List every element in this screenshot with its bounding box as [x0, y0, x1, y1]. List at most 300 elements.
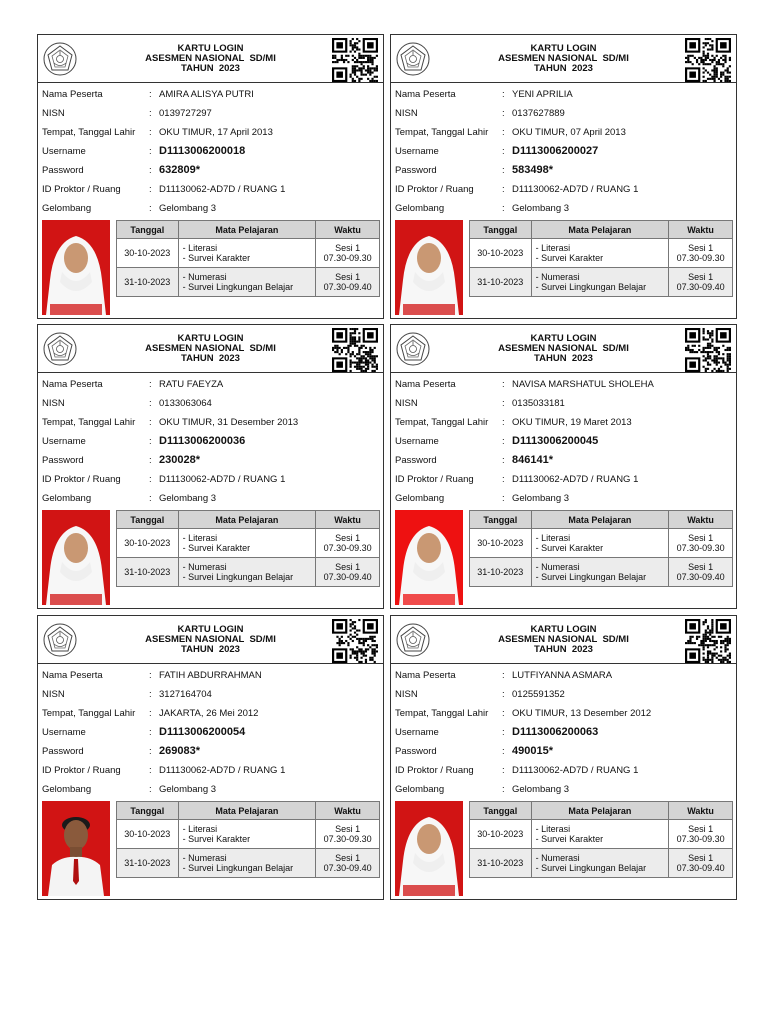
session-label: Sesi 1 [335, 272, 361, 282]
card-title [451, 334, 676, 364]
field-label: Tempat, Tanggal Lahir [395, 127, 489, 138]
schedule-header-row [117, 802, 380, 820]
field-value-password: 230028* [159, 454, 200, 466]
field-value-wave: Gelombang 3 [512, 784, 570, 795]
field-colon: : [149, 493, 152, 504]
qr-code-icon [332, 38, 378, 82]
session-label: Sesi 1 [335, 243, 361, 253]
field-value-nisn: 3127164704 [159, 689, 212, 700]
column-header-subject: Mata Pelajaran [178, 802, 316, 820]
field-row-name [42, 89, 377, 108]
field-row-username [42, 436, 377, 455]
schedule-row [117, 849, 380, 878]
participant-fields [395, 379, 730, 512]
card-header [38, 616, 383, 664]
time-range: 07.30-09.40 [676, 572, 725, 582]
schedule-subject [178, 529, 316, 558]
schedule-subject [531, 529, 669, 558]
participant-fields [42, 670, 377, 803]
schedule-header-row [117, 221, 380, 239]
schedule-row [470, 849, 733, 878]
participant-fields [395, 670, 730, 803]
field-label: Gelombang [395, 784, 445, 795]
column-header-time: Waktu [669, 802, 733, 820]
field-value-password: 632809* [159, 164, 200, 176]
field-colon: : [502, 398, 505, 409]
participant-photo [42, 801, 110, 896]
schedule-header-row [470, 511, 733, 529]
field-row-nisn [42, 108, 377, 127]
field-row-birth [42, 708, 377, 727]
field-row-nisn [395, 398, 730, 417]
schedule-date: 31-10-2023 [117, 268, 179, 297]
field-label: Password [42, 165, 84, 176]
field-value-birth: JAKARTA, 26 Mei 2012 [159, 708, 259, 719]
subject-line: - Survei Karakter [182, 253, 251, 263]
schedule-subject [178, 268, 316, 297]
field-value-proctor: D11130062-AD7D / RUANG 1 [159, 765, 286, 776]
schedule-date: 31-10-2023 [470, 558, 532, 587]
card-title-line: TAHUN 2023 [181, 353, 240, 364]
session-label: Sesi 1 [688, 272, 714, 282]
field-row-birth [42, 417, 377, 436]
participant-photo [395, 801, 463, 896]
field-value-birth: OKU TIMUR, 13 Desember 2012 [512, 708, 652, 719]
field-row-birth [395, 708, 730, 727]
time-range: 07.30-09.30 [323, 543, 372, 553]
schedule-date: 31-10-2023 [117, 849, 179, 878]
field-label: Gelombang [395, 493, 445, 504]
card-title [98, 625, 323, 655]
schedule-time [669, 239, 733, 268]
column-header-time: Waktu [669, 511, 733, 529]
schedule-time [316, 558, 380, 587]
time-range: 07.30-09.30 [676, 253, 725, 263]
field-value-wave: Gelombang 3 [159, 203, 217, 214]
field-value-name: YENI APRILIA [512, 89, 573, 100]
card-title [451, 44, 676, 74]
field-label: NISN [42, 689, 65, 700]
field-row-username [395, 146, 730, 165]
field-value-proctor: D11130062-AD7D / RUANG 1 [512, 474, 639, 485]
field-value-birth: OKU TIMUR, 31 Desember 2013 [159, 417, 299, 428]
field-value-username: D1113006200045 [512, 435, 599, 447]
field-value-nisn: 0139727297 [159, 108, 212, 119]
card-title-line: TAHUN 2023 [534, 644, 593, 655]
field-row-nisn [395, 108, 730, 127]
card-title-line: ASESMEN NASIONAL SD/MI [145, 634, 276, 645]
column-header-date: Tanggal [470, 802, 532, 820]
field-label: ID Proktor / Ruang [42, 765, 121, 776]
schedule-subject [178, 820, 316, 849]
schedule-row [470, 239, 733, 268]
field-colon: : [502, 708, 505, 719]
field-label: ID Proktor / Ruang [395, 184, 474, 195]
subject-line: - Survei Lingkungan Belajar [535, 863, 647, 873]
subject-line: - Literasi [535, 824, 571, 834]
schedule-header-row [470, 802, 733, 820]
card-header [38, 325, 383, 373]
field-value-username: D1113006200063 [512, 726, 599, 738]
schedule-date: 30-10-2023 [117, 529, 179, 558]
field-value-name: NAVISA MARSHATUL SHOLEHA [512, 379, 654, 390]
field-row-name [42, 670, 377, 689]
field-row-username [42, 727, 377, 746]
field-value-nisn: 0137627889 [512, 108, 565, 119]
field-colon: : [149, 165, 152, 176]
column-header-subject: Mata Pelajaran [531, 802, 669, 820]
field-value-nisn: 0135033181 [512, 398, 565, 409]
time-range: 07.30-09.40 [676, 863, 725, 873]
field-label: Tempat, Tanggal Lahir [395, 708, 489, 719]
field-row-proctor [395, 184, 730, 203]
participant-photo [42, 510, 110, 605]
card-title-line: KARTU LOGIN [530, 624, 597, 635]
field-value-name: LUTFIYANNA ASMARA [512, 670, 613, 681]
field-row-username [395, 436, 730, 455]
field-label: ID Proktor / Ruang [395, 474, 474, 485]
schedule-date: 30-10-2023 [470, 529, 532, 558]
card-header [38, 35, 383, 83]
field-row-proctor [395, 765, 730, 784]
field-value-name: RATU FAEYZA [159, 379, 224, 390]
schedule-row [470, 558, 733, 587]
field-value-password: 583498* [512, 164, 553, 176]
field-row-name [395, 670, 730, 689]
field-colon: : [149, 203, 152, 214]
field-value-proctor: D11130062-AD7D / RUANG 1 [159, 184, 286, 195]
card-title-line: TAHUN 2023 [534, 63, 593, 74]
card-title-line: ASESMEN NASIONAL SD/MI [145, 343, 276, 354]
time-range: 07.30-09.30 [323, 253, 372, 263]
login-card [37, 615, 384, 900]
column-header-date: Tanggal [117, 511, 179, 529]
card-title-line: ASESMEN NASIONAL SD/MI [145, 53, 276, 64]
subject-line: - Literasi [535, 533, 571, 543]
card-title-line: ASESMEN NASIONAL SD/MI [498, 343, 629, 354]
field-colon: : [149, 146, 152, 157]
field-colon: : [502, 417, 505, 428]
field-colon: : [502, 474, 505, 485]
schedule-time [669, 849, 733, 878]
column-header-subject: Mata Pelajaran [178, 221, 316, 239]
field-label: Gelombang [42, 493, 92, 504]
field-colon: : [149, 474, 152, 485]
subject-line: - Numerasi [182, 562, 227, 572]
schedule-time [316, 239, 380, 268]
subject-line: - Literasi [182, 533, 218, 543]
column-header-date: Tanggal [117, 802, 179, 820]
schedule-row [117, 239, 380, 268]
schedule-time [669, 820, 733, 849]
session-label: Sesi 1 [688, 562, 714, 572]
schedule-table [116, 801, 380, 878]
schedule-subject [178, 239, 316, 268]
field-row-name [42, 379, 377, 398]
field-label: Username [42, 146, 86, 157]
field-label: Gelombang [42, 203, 92, 214]
column-header-subject: Mata Pelajaran [531, 511, 669, 529]
field-row-proctor [42, 184, 377, 203]
schedule-table [116, 220, 380, 297]
field-colon: : [149, 417, 152, 428]
field-colon: : [502, 784, 505, 795]
field-colon: : [502, 689, 505, 700]
schedule-row [470, 268, 733, 297]
field-value-username: D1113006200054 [159, 726, 246, 738]
field-colon: : [502, 108, 505, 119]
session-label: Sesi 1 [688, 243, 714, 253]
field-value-wave: Gelombang 3 [159, 784, 217, 795]
subject-line: - Literasi [182, 824, 218, 834]
field-colon: : [502, 89, 505, 100]
time-range: 07.30-09.30 [676, 543, 725, 553]
schedule-row [117, 529, 380, 558]
field-colon: : [149, 89, 152, 100]
field-label: Password [395, 455, 437, 466]
field-colon: : [502, 436, 505, 447]
field-label: Tempat, Tanggal Lahir [42, 708, 136, 719]
card-title-line: TAHUN 2023 [534, 353, 593, 364]
field-value-username: D1113006200027 [512, 145, 599, 157]
schedule-date: 30-10-2023 [470, 239, 532, 268]
field-colon: : [502, 727, 505, 738]
field-value-birth: OKU TIMUR, 19 Maret 2013 [512, 417, 632, 428]
field-colon: : [149, 765, 152, 776]
field-label: Nama Peserta [42, 670, 103, 681]
card-header [391, 35, 736, 83]
time-range: 07.30-09.40 [323, 572, 372, 582]
field-value-username: D1113006200036 [159, 435, 246, 447]
column-header-subject: Mata Pelajaran [178, 511, 316, 529]
card-header [391, 616, 736, 664]
field-colon: : [149, 108, 152, 119]
field-colon: : [149, 689, 152, 700]
field-colon: : [502, 765, 505, 776]
field-value-password: 490015* [512, 745, 553, 757]
tut-wuri-handayani-logo-icon [43, 42, 77, 76]
field-label: Username [42, 436, 86, 447]
field-colon: : [149, 184, 152, 195]
schedule-header-row [470, 221, 733, 239]
card-title-line: KARTU LOGIN [530, 43, 597, 54]
field-colon: : [149, 784, 152, 795]
schedule-header-row [117, 511, 380, 529]
card-title-line: KARTU LOGIN [530, 333, 597, 344]
field-label: Username [42, 727, 86, 738]
card-title-line: ASESMEN NASIONAL SD/MI [498, 634, 629, 645]
schedule-time [316, 820, 380, 849]
field-row-password [42, 746, 377, 765]
participant-fields [42, 379, 377, 512]
field-label: ID Proktor / Ruang [42, 474, 121, 485]
participant-fields [395, 89, 730, 222]
field-row-birth [42, 127, 377, 146]
field-value-name: AMIRA ALISYA PUTRI [159, 89, 254, 100]
session-label: Sesi 1 [688, 853, 714, 863]
subject-line: - Survei Karakter [182, 834, 251, 844]
schedule-subject [531, 849, 669, 878]
field-colon: : [149, 398, 152, 409]
field-value-nisn: 0133063064 [159, 398, 212, 409]
schedule-subject [178, 849, 316, 878]
field-label: Tempat, Tanggal Lahir [395, 417, 489, 428]
field-colon: : [149, 455, 152, 466]
field-row-password [395, 455, 730, 474]
field-row-nisn [42, 398, 377, 417]
schedule-date: 30-10-2023 [117, 239, 179, 268]
field-colon: : [502, 184, 505, 195]
field-label: Nama Peserta [395, 89, 456, 100]
participant-photo [395, 510, 463, 605]
field-label: Gelombang [42, 784, 92, 795]
schedule-date: 31-10-2023 [470, 849, 532, 878]
field-value-username: D1113006200018 [159, 145, 246, 157]
card-header [391, 325, 736, 373]
card-title-line: KARTU LOGIN [177, 624, 244, 635]
schedule-table [469, 510, 733, 587]
schedule-table [116, 510, 380, 587]
field-value-birth: OKU TIMUR, 07 April 2013 [512, 127, 626, 138]
subject-line: - Numerasi [535, 853, 580, 863]
field-colon: : [502, 165, 505, 176]
field-label: Username [395, 146, 439, 157]
field-row-password [42, 455, 377, 474]
qr-code-icon [332, 328, 378, 372]
field-colon: : [149, 708, 152, 719]
qr-code-icon [332, 619, 378, 663]
field-colon: : [149, 746, 152, 757]
schedule-table [469, 220, 733, 297]
time-range: 07.30-09.30 [323, 834, 372, 844]
field-label: Tempat, Tanggal Lahir [42, 417, 136, 428]
field-label: NISN [42, 108, 65, 119]
card-title [98, 44, 323, 74]
session-label: Sesi 1 [335, 562, 361, 572]
schedule-time [669, 529, 733, 558]
schedule-time [669, 268, 733, 297]
card-title-line: KARTU LOGIN [177, 43, 244, 54]
participant-fields [42, 89, 377, 222]
field-row-proctor [42, 474, 377, 493]
schedule-table [469, 801, 733, 878]
card-title [98, 334, 323, 364]
login-card [390, 34, 737, 319]
field-label: Password [395, 165, 437, 176]
subject-line: - Survei Karakter [182, 543, 251, 553]
field-row-password [42, 165, 377, 184]
field-label: Nama Peserta [42, 379, 103, 390]
subject-line: - Numerasi [182, 272, 227, 282]
tut-wuri-handayani-logo-icon [43, 332, 77, 366]
field-label: NISN [395, 689, 418, 700]
schedule-date: 30-10-2023 [470, 820, 532, 849]
time-range: 07.30-09.40 [323, 282, 372, 292]
subject-line: - Numerasi [182, 853, 227, 863]
time-range: 07.30-09.40 [676, 282, 725, 292]
field-row-name [395, 89, 730, 108]
field-label: Username [395, 727, 439, 738]
schedule-date: 31-10-2023 [470, 268, 532, 297]
field-row-birth [395, 417, 730, 436]
schedule-row [470, 820, 733, 849]
subject-line: - Numerasi [535, 272, 580, 282]
field-value-proctor: D11130062-AD7D / RUANG 1 [512, 765, 639, 776]
field-label: NISN [395, 398, 418, 409]
tut-wuri-handayani-logo-icon [43, 623, 77, 657]
field-label: ID Proktor / Ruang [395, 765, 474, 776]
schedule-row [117, 558, 380, 587]
field-value-nisn: 0125591352 [512, 689, 565, 700]
card-title-line: TAHUN 2023 [181, 644, 240, 655]
field-colon: : [149, 670, 152, 681]
field-value-proctor: D11130062-AD7D / RUANG 1 [159, 474, 286, 485]
field-row-proctor [42, 765, 377, 784]
tut-wuri-handayani-logo-icon [396, 332, 430, 366]
field-row-nisn [395, 689, 730, 708]
field-value-password: 269083* [159, 745, 200, 757]
field-colon: : [502, 746, 505, 757]
schedule-subject [531, 820, 669, 849]
schedule-date: 30-10-2023 [117, 820, 179, 849]
card-title-line: ASESMEN NASIONAL SD/MI [498, 53, 629, 64]
schedule-row [117, 268, 380, 297]
login-card [37, 34, 384, 319]
subject-line: - Literasi [535, 243, 571, 253]
subject-line: - Literasi [182, 243, 218, 253]
field-colon: : [149, 127, 152, 138]
field-colon: : [149, 436, 152, 447]
schedule-subject [178, 558, 316, 587]
session-label: Sesi 1 [688, 533, 714, 543]
login-card [390, 324, 737, 609]
field-colon: : [502, 379, 505, 390]
subject-line: - Survei Karakter [535, 543, 604, 553]
field-colon: : [502, 146, 505, 157]
session-label: Sesi 1 [688, 824, 714, 834]
session-label: Sesi 1 [335, 533, 361, 543]
field-colon: : [502, 203, 505, 214]
schedule-time [316, 849, 380, 878]
field-colon: : [502, 493, 505, 504]
field-row-username [395, 727, 730, 746]
schedule-subject [531, 558, 669, 587]
subject-line: - Numerasi [535, 562, 580, 572]
field-label: Tempat, Tanggal Lahir [42, 127, 136, 138]
qr-code-icon [685, 328, 731, 372]
participant-photo [395, 220, 463, 315]
field-colon: : [502, 455, 505, 466]
field-value-birth: OKU TIMUR, 17 April 2013 [159, 127, 273, 138]
field-label: Password [395, 746, 437, 757]
field-row-nisn [42, 689, 377, 708]
session-label: Sesi 1 [335, 853, 361, 863]
column-header-time: Waktu [316, 511, 380, 529]
column-header-subject: Mata Pelajaran [531, 221, 669, 239]
login-card [37, 324, 384, 609]
field-label: Nama Peserta [395, 379, 456, 390]
field-label: Nama Peserta [395, 670, 456, 681]
tut-wuri-handayani-logo-icon [396, 623, 430, 657]
time-range: 07.30-09.30 [676, 834, 725, 844]
column-header-date: Tanggal [470, 221, 532, 239]
card-title-line: KARTU LOGIN [177, 333, 244, 344]
qr-code-icon [685, 619, 731, 663]
field-value-wave: Gelombang 3 [512, 493, 570, 504]
card-title [451, 625, 676, 655]
column-header-date: Tanggal [470, 511, 532, 529]
subject-line: - Survei Lingkungan Belajar [535, 282, 647, 292]
